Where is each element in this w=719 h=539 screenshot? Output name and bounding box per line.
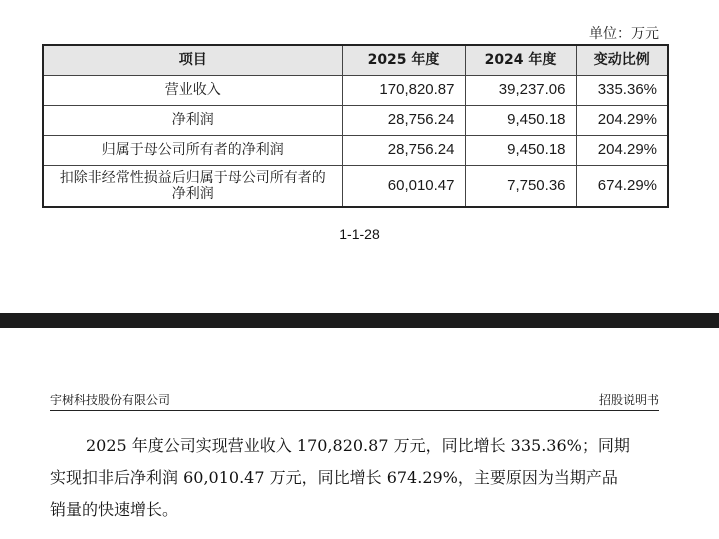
header-2025: 2025 年度 bbox=[342, 45, 465, 75]
paragraph-line: 实现扣非后净利润 60,010.47 万元，同比增长 674.29%，主要原因为当期产品 bbox=[50, 468, 618, 487]
financial-table bbox=[42, 44, 669, 208]
table-header-row bbox=[43, 45, 668, 75]
header-change: 变动比例 bbox=[576, 45, 668, 75]
row-2025: 170,820.87 bbox=[342, 75, 465, 105]
unit-label: 单位：万元 bbox=[589, 26, 659, 42]
row-change: 335.36% bbox=[576, 75, 668, 105]
row-2024: 39,237.06 bbox=[465, 75, 576, 105]
paragraph-line: 2025 年度公司实现营业收入 170,820.87 万元，同比增长 335.36%；同期 bbox=[86, 436, 630, 455]
document-type: 招股说明书 bbox=[598, 393, 659, 407]
row-2024: 7,750.36 bbox=[465, 165, 576, 207]
company-name: 宇树科技股份有限公司 bbox=[50, 393, 171, 407]
row-change: 204.29% bbox=[576, 105, 668, 135]
row-2025: 60,010.47 bbox=[342, 165, 465, 207]
table-row bbox=[43, 75, 668, 105]
row-2024: 9,450.18 bbox=[465, 135, 576, 165]
body-paragraph bbox=[50, 430, 662, 526]
page-number: 1-1-28 bbox=[339, 226, 380, 242]
row-change: 204.29% bbox=[576, 135, 668, 165]
table-row bbox=[43, 135, 668, 165]
row-item: 归属于母公司所有者的净利润 bbox=[43, 135, 342, 165]
row-change: 674.29% bbox=[576, 165, 668, 207]
header-rule bbox=[50, 410, 659, 411]
row-2025: 28,756.24 bbox=[342, 105, 465, 135]
row-2024: 9,450.18 bbox=[465, 105, 576, 135]
table-row bbox=[43, 105, 668, 135]
row-item: 扣除非经常性损益后归属于母公司所有者的净利润 bbox=[43, 165, 342, 207]
page-break-divider bbox=[0, 313, 719, 328]
header-2024: 2024 年度 bbox=[465, 45, 576, 75]
row-item: 营业收入 bbox=[43, 75, 342, 105]
header-item: 项目 bbox=[43, 45, 342, 75]
row-item: 净利润 bbox=[43, 105, 342, 135]
row-2025: 28,756.24 bbox=[342, 135, 465, 165]
table-row bbox=[43, 165, 668, 207]
paragraph-line: 销量的快速增长。 bbox=[50, 500, 179, 519]
